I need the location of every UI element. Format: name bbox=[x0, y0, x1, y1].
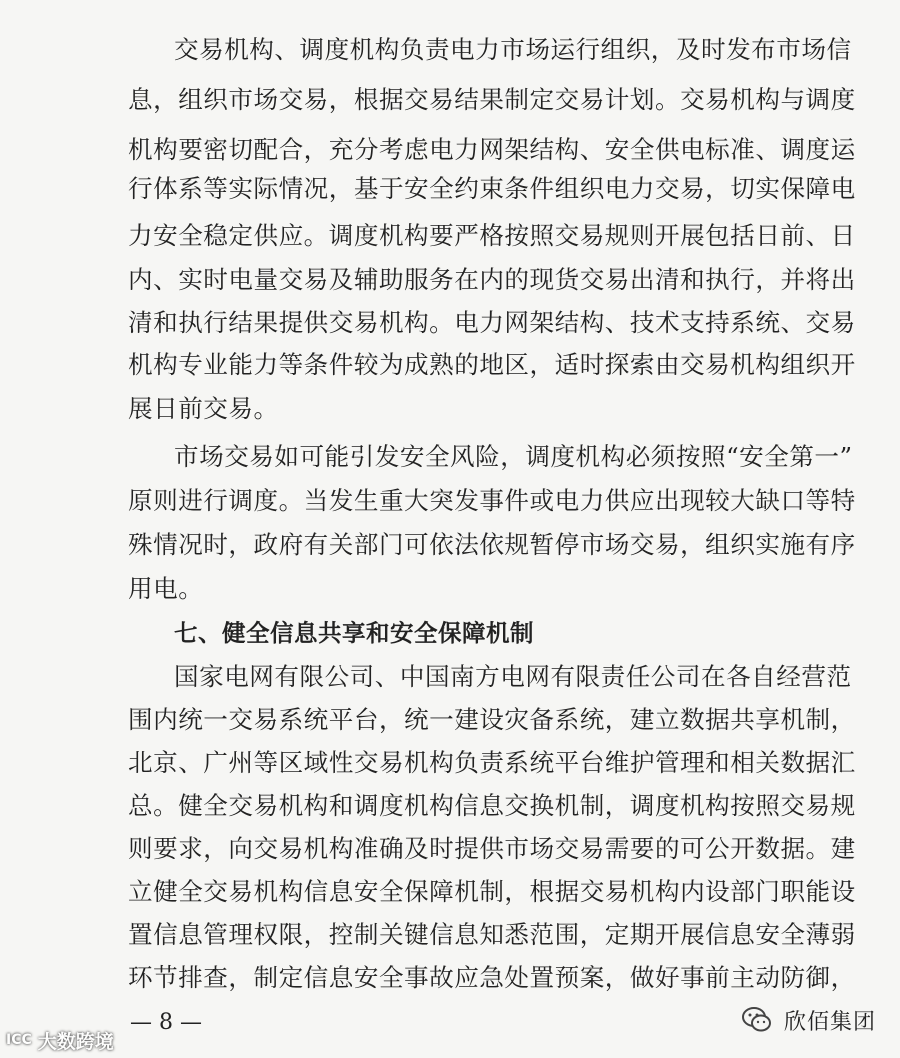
paragraph-line: 内、实时电量交易及辅助服务在内的现货交易出清和执行，并将出 bbox=[128, 265, 856, 294]
paragraph-line: 息，组织市场交易，根据交易结果制定交易计划。交易机构与调度 bbox=[128, 85, 856, 114]
paragraph-line: 围内统一交易系统平台，统一建设灾备系统，建立数据共享机制， bbox=[128, 705, 856, 734]
paragraph-line: 国家电网有限公司、中国南方电网有限责任公司在各自经营范 bbox=[174, 662, 852, 691]
paragraph-line: 北京、广州等区域性交易机构负责系统平台维护管理和相关数据汇 bbox=[128, 748, 856, 777]
section-heading: 七、健全信息共享和安全保障机制 bbox=[174, 619, 534, 647]
paragraph-line: 原则进行调度。当发生重大突发事件或电力供应出现较大缺口等特 bbox=[128, 486, 856, 515]
paragraph-line: 则要求，向交易机构准确及时提供市场交易需要的可公开数据。建 bbox=[128, 834, 856, 863]
paragraph-line: 总。健全交易机构和调度机构信息交换机制，调度机构按照交易规 bbox=[128, 791, 856, 820]
wechat-chat-icon bbox=[740, 1003, 774, 1037]
paragraph-line: 市场交易如可能引发安全风险，调度机构必须按照“安全第一” bbox=[174, 442, 853, 471]
paragraph-line: 用电。 bbox=[128, 574, 204, 603]
paragraph-line: 清和执行结果提供交易机构。电力网架结构、技术支持系统、交易 bbox=[128, 308, 856, 337]
paragraph-line: 交易机构、调度机构负责电力市场运行组织，及时发布市场信 bbox=[174, 35, 852, 64]
paragraph-line: 行体系等实际情况，基于安全约束条件组织电力交易，切实保障电 bbox=[128, 174, 856, 203]
watermark-left bbox=[6, 1027, 114, 1053]
watermark-right bbox=[740, 1000, 876, 1040]
watermark-right-text: 欣佰集团 bbox=[784, 1009, 877, 1035]
paragraph-line: 机构专业能力等条件较为成熟的地区，适时探索由交易机构组织开 bbox=[128, 350, 856, 379]
watermark-left-text: 大数跨境 bbox=[37, 1030, 114, 1053]
paragraph-line: 环节排查，制定信息安全事故应急处置预案，做好事前主动防御， bbox=[128, 963, 856, 992]
paragraph-line: 立健全交易机构信息安全保障机制，根据交易机构内设部门职能设 bbox=[128, 877, 856, 906]
paragraph-line: 置信息管理权限，控制关键信息知悉范围，定期开展信息安全薄弱 bbox=[128, 920, 856, 949]
paragraph-line: 殊情况时，政府有关部门可依法依规暂停市场交易，组织实施有序 bbox=[128, 530, 856, 559]
paragraph-line: 机构要密切配合，充分考虑电力网架结构、安全供电标准、调度运 bbox=[128, 135, 856, 164]
paragraph-line: 展日前交易。 bbox=[128, 394, 279, 423]
page-number: — 8 — bbox=[130, 1010, 202, 1035]
watermark-logo: ICC bbox=[6, 1032, 32, 1048]
paragraph-line: 力安全稳定供应。调度机构要严格按照交易规则开展包括日前、日 bbox=[128, 221, 856, 250]
